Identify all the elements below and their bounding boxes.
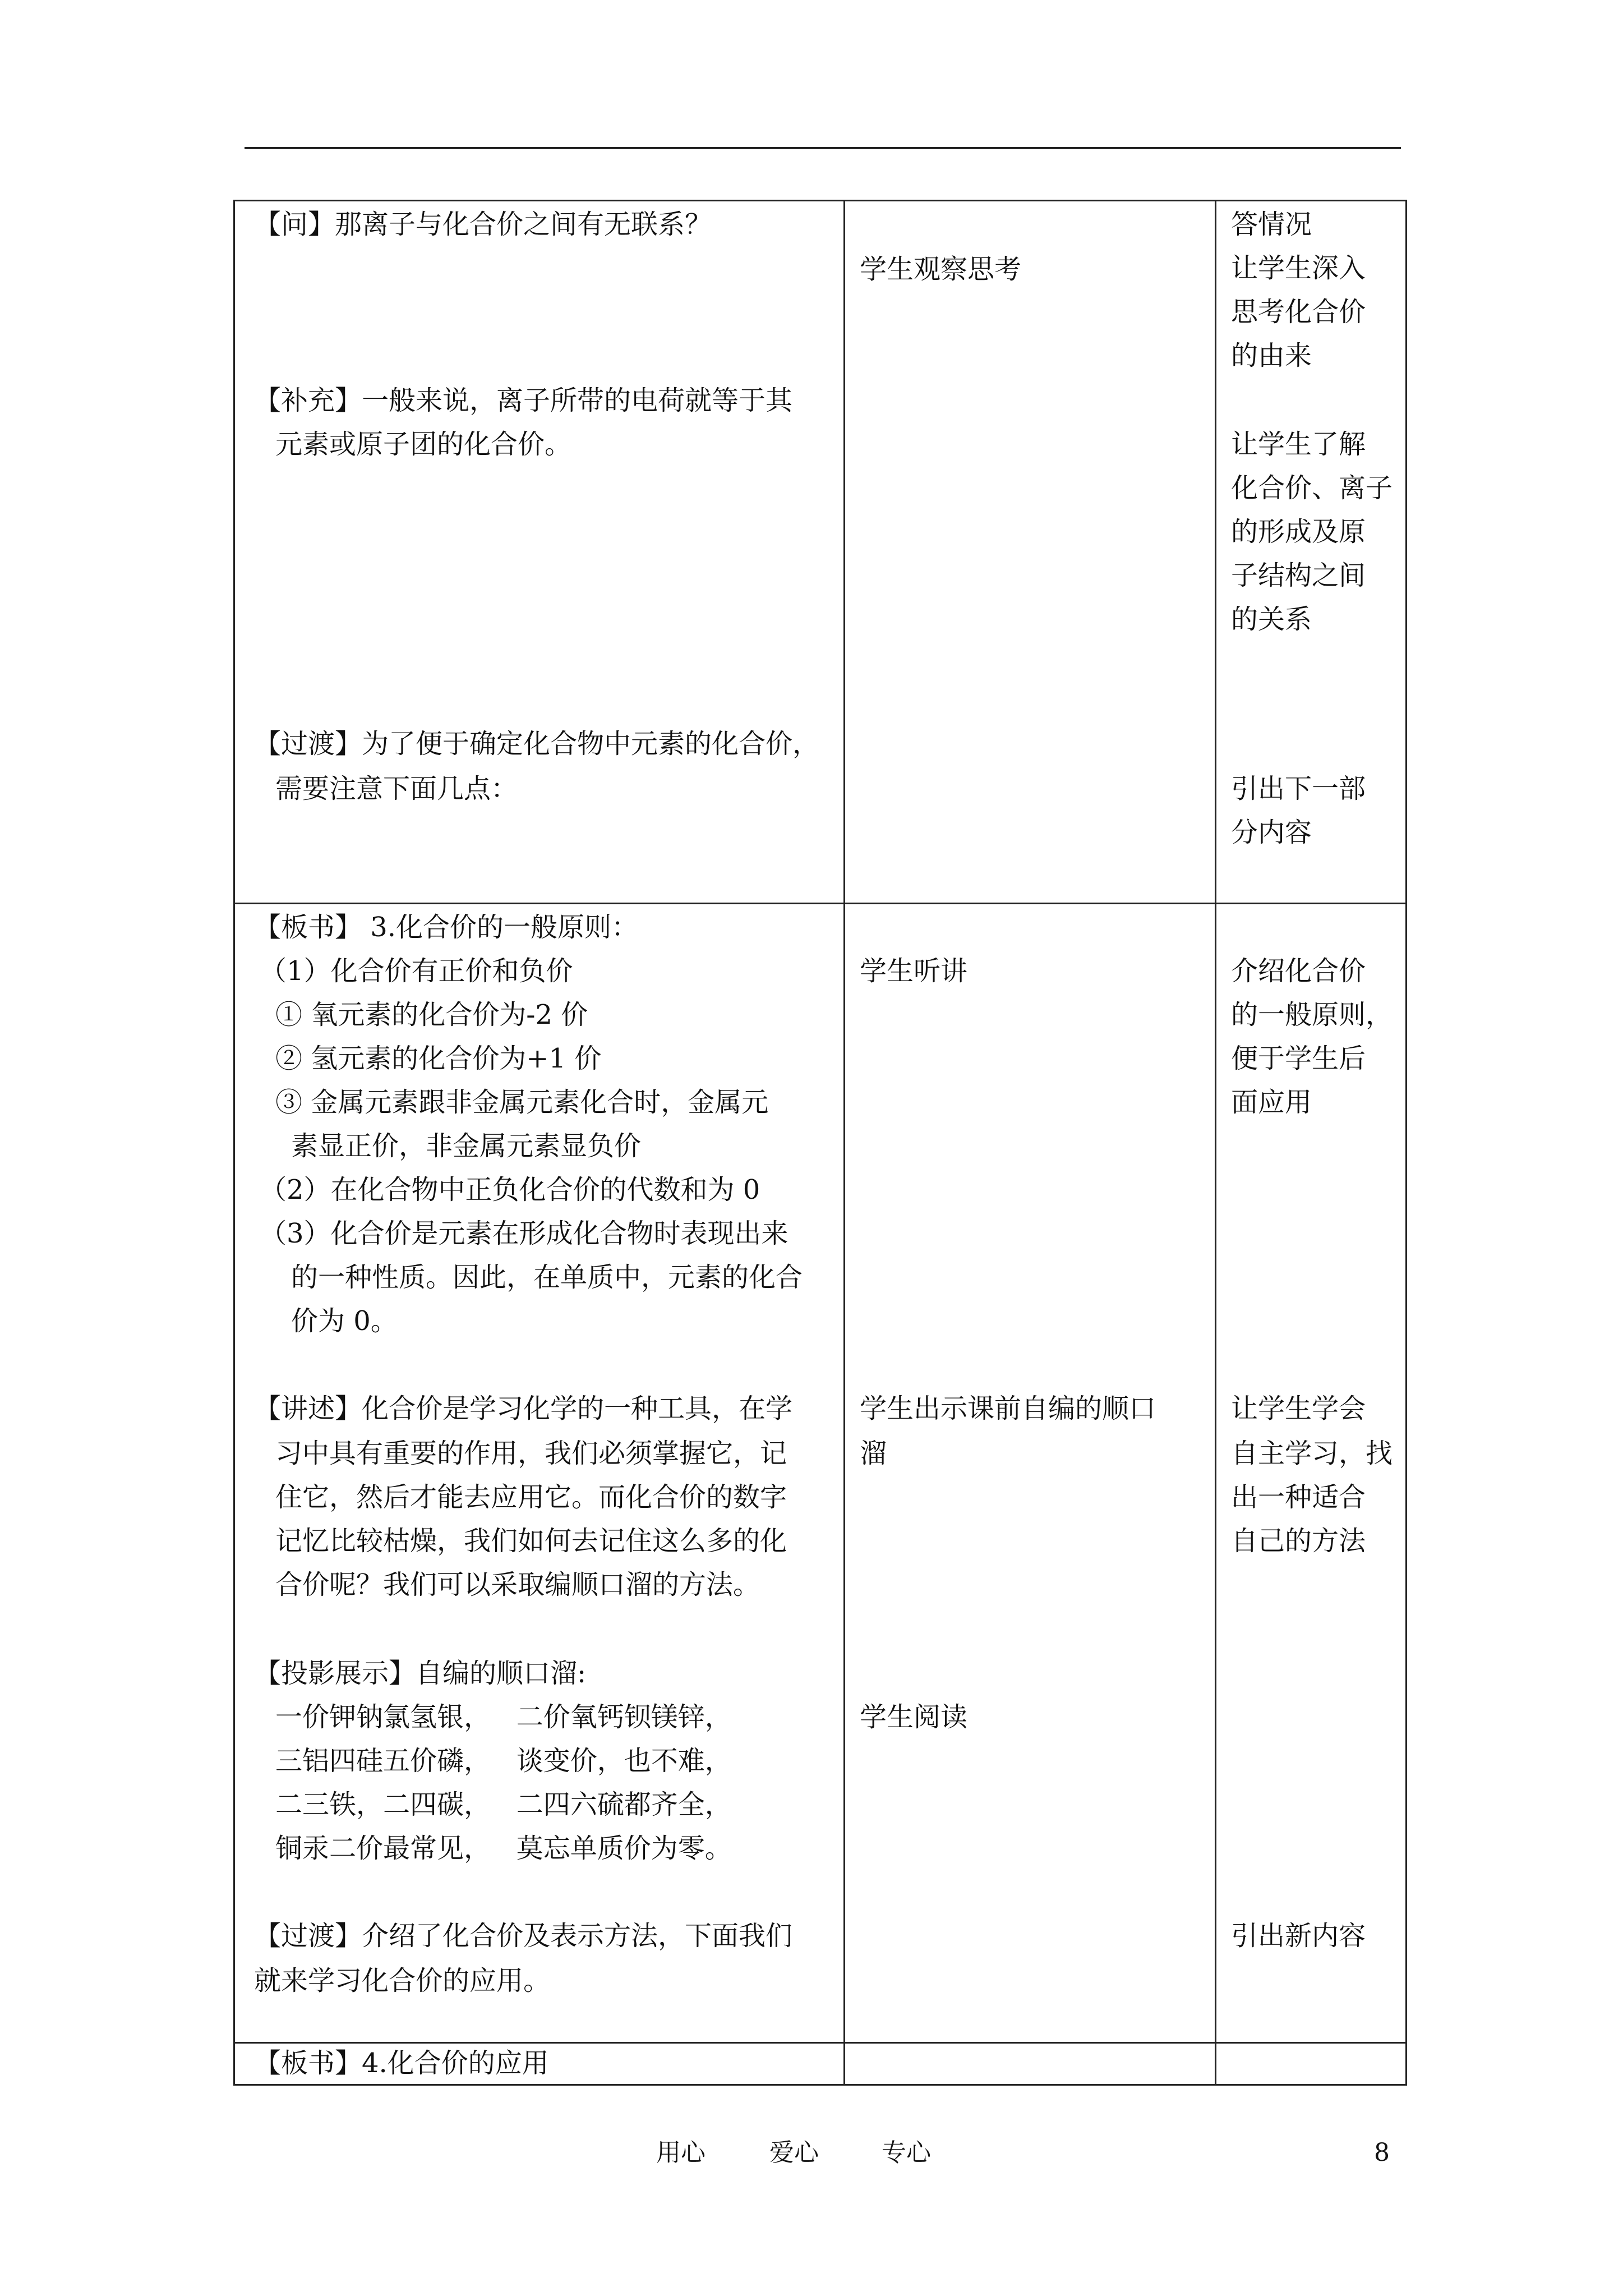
rule-line: ② 氢元素的化合价为+1 价 xyxy=(275,1043,602,1074)
rule-line: （1）化合价有正价和负价 xyxy=(260,955,573,987)
intent-line: 的一般原则， xyxy=(1231,999,1393,1030)
rhyme-line: 一价钾钠氯氢银， 二价氧钙钡镁锌， xyxy=(275,1701,732,1733)
intent-line: 的形成及原 xyxy=(1231,516,1366,547)
student-line: 溜 xyxy=(860,1438,887,1469)
transition-line: 就来学习化合价的应用。 xyxy=(254,1965,551,1996)
design-intent-cell xyxy=(1216,2043,1407,2085)
intent-line: 出一种适合 xyxy=(1231,1481,1366,1513)
transition-line: 需要注意下面几点： xyxy=(275,773,518,804)
lecture-line: 习中具有重要的作用，我们必须掌握它，记 xyxy=(275,1438,787,1469)
intent-line: 子结构之间 xyxy=(1231,560,1366,591)
footer-motto: 专心 xyxy=(882,2138,931,2167)
header-rule xyxy=(245,147,1401,149)
student-line: 学生观察思考 xyxy=(860,254,1022,285)
projection-heading: 【投影展示】自编的顺口溜: xyxy=(254,1658,587,1689)
intent-line: 引出下一部 xyxy=(1231,773,1366,804)
rule-line: （3）化合价是元素在形成化合物时表现出来 xyxy=(260,1218,789,1249)
design-intent-cell xyxy=(1216,904,1407,2043)
student-activity-cell xyxy=(845,2043,1216,2085)
intent-line: 引出新内容 xyxy=(1231,1920,1366,1952)
teacher-activity-cell xyxy=(234,2043,845,2085)
board-heading: 【板书】 3.化合价的一般原则： xyxy=(254,912,639,943)
board-heading: 【板书】4.化合价的应用 xyxy=(254,2047,549,2079)
intent-line: 让学生深入 xyxy=(1231,252,1366,284)
table-row xyxy=(234,904,1407,2043)
footer-motto: 爱心 xyxy=(769,2138,819,2167)
table-row xyxy=(234,201,1407,904)
intent-line: 自主学习，找 xyxy=(1231,1438,1393,1469)
page-number: 8 xyxy=(1374,2138,1390,2167)
intent-line: 的由来 xyxy=(1231,340,1312,371)
student-line: 学生听讲 xyxy=(860,955,968,987)
lecture-line: 【讲述】化合价是学习化学的一种工具，在学 xyxy=(254,1393,793,1424)
student-line: 学生出示课前自编的顺口 xyxy=(860,1393,1156,1424)
teacher-activity-cell xyxy=(234,904,845,2043)
rule-line: ① 氧元素的化合价为-2 价 xyxy=(275,999,588,1030)
intent-line: 化合价、离子 xyxy=(1231,472,1393,504)
student-activity-cell xyxy=(845,904,1216,2043)
intent-line: 面应用 xyxy=(1231,1087,1312,1118)
intent-line: 介绍化合价 xyxy=(1231,955,1366,987)
table-row xyxy=(234,2043,1407,2085)
rule-line: 素显正价，非金属元素显负价 xyxy=(291,1130,642,1162)
rule-line: 的一种性质。因此，在单质中，元素的化合 xyxy=(291,1262,803,1293)
intent-line: 答情况 xyxy=(1231,209,1312,240)
lecture-line: 住它，然后才能去应用它。而化合价的数字 xyxy=(275,1481,787,1513)
intent-line: 便于学生后 xyxy=(1231,1043,1366,1074)
question-line: 【问】那离子与化合价之间有无联系？ xyxy=(254,209,712,240)
intent-line: 分内容 xyxy=(1231,817,1312,848)
intent-line: 让学生了解 xyxy=(1231,429,1366,460)
supplement-line: 【补充】一般来说，离子所带的电荷就等于其 xyxy=(254,385,793,416)
lecture-line: 记忆比较枯燥，我们如何去记住这么多的化 xyxy=(275,1525,787,1557)
intent-line: 自己的方法 xyxy=(1231,1525,1366,1557)
lecture-line: 合价呢？我们可以采取编顺口溜的方法。 xyxy=(275,1569,760,1600)
teacher-activity-cell xyxy=(234,201,845,904)
student-line: 学生阅读 xyxy=(860,1701,968,1733)
lesson-plan-table xyxy=(233,200,1407,2086)
intent-line: 让学生学会 xyxy=(1231,1393,1366,1424)
footer-motto: 用心 xyxy=(656,2138,706,2167)
transition-line: 【过渡】介绍了化合价及表示方法，下面我们 xyxy=(254,1920,793,1952)
transition-line: 【过渡】为了便于确定化合物中元素的化合价， xyxy=(254,728,820,760)
student-activity-cell xyxy=(845,201,1216,904)
rhyme-line: 铜汞二价最常见， 莫忘单质价为零。 xyxy=(275,1833,732,1864)
rhyme-line: 二三铁，二四碳， 二四六硫都齐全， xyxy=(275,1789,732,1820)
intent-line: 思考化合价 xyxy=(1231,296,1366,328)
intent-line: 的关系 xyxy=(1231,604,1312,635)
design-intent-cell xyxy=(1216,201,1407,904)
rule-line: ③ 金属元素跟非金属元素化合时，金属元 xyxy=(275,1087,769,1118)
supplement-line: 元素或原子团的化合价。 xyxy=(275,429,572,460)
rule-line: 价为 0。 xyxy=(291,1305,398,1337)
rule-line: （2）在化合物中正负化合价的代数和为 0 xyxy=(260,1174,760,1205)
rhyme-line: 三铝四硅五价磷， 谈变价，也不难， xyxy=(275,1745,732,1777)
